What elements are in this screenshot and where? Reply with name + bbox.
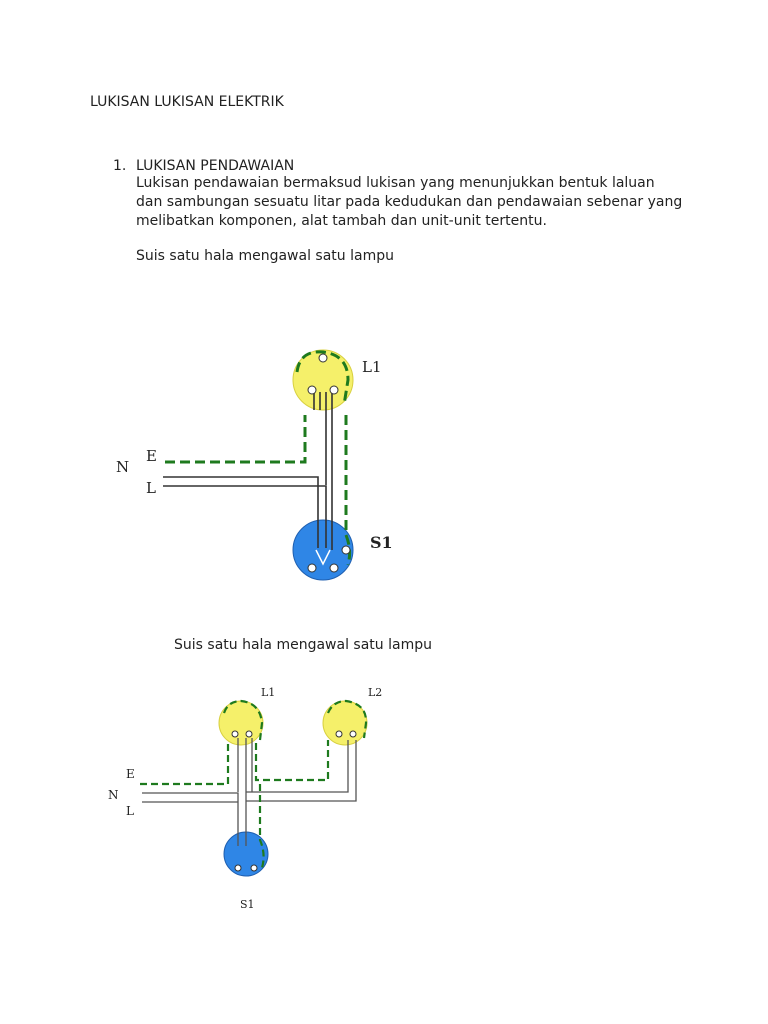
paragraph-line: dan sambungan sesuatu litar pada kedudukan dan pendawaian sebenar yang [136,194,683,210]
live-wire [142,738,356,846]
label-l2: L2 [368,686,383,699]
label-l: L [126,804,134,818]
diagram-caption-1: Suis satu hala mengawal satu lampu [136,248,394,264]
paragraph-line: Lukisan pendawaian bermaksud lukisan yang menunjukkan bentuk laluan [136,175,655,191]
document-title: LUKISAN LUKISAN ELEKTRIK [90,94,284,110]
list-number: 1. [113,158,127,174]
label-l1: L1 [362,358,382,376]
wiring-diagram-one-lamp [90,310,420,610]
label-n: N [108,788,119,802]
section-heading: LUKISAN PENDAWAIAN [136,158,295,174]
label-n: N [116,458,130,476]
label-l: L [146,479,156,497]
label-s1: S1 [240,898,255,911]
paragraph-line: melibatkan komponen, alat tambah dan unit-unit tertentu. [136,213,547,229]
label-e: E [146,447,157,465]
diagram-caption-2: Suis satu hala mengawal satu lampu [174,637,432,653]
label-l1: L1 [261,686,276,699]
section-paragraph [136,174,682,231]
wiring-diagram-two-lamps [88,668,398,913]
label-s1: S1 [370,533,393,552]
label-e: E [126,767,135,781]
